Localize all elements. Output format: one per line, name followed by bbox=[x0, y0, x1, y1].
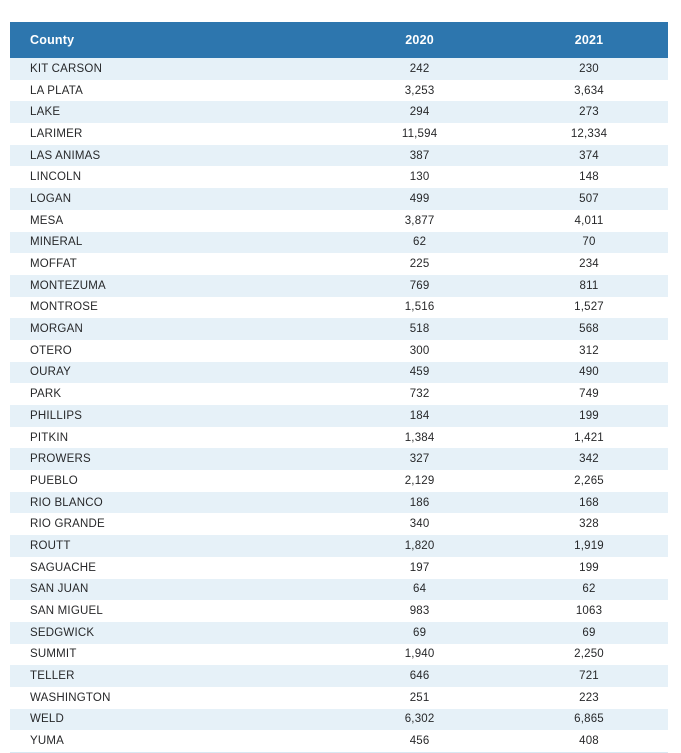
table-body bbox=[10, 58, 668, 752]
column-header-county: County bbox=[30, 33, 75, 47]
value-2021-cell: 2,250 bbox=[574, 648, 604, 661]
county-cell: WASHINGTON bbox=[30, 691, 111, 704]
table-row bbox=[10, 427, 668, 449]
county-cell: SAN MIGUEL bbox=[30, 605, 103, 618]
county-cell: LAS ANIMAS bbox=[30, 149, 101, 162]
table-row bbox=[10, 101, 668, 123]
table-row bbox=[10, 687, 668, 709]
value-2021-cell: 12,334 bbox=[570, 127, 608, 140]
table-row bbox=[10, 188, 668, 210]
county-cell: WELD bbox=[30, 713, 65, 726]
value-2021-cell: 1063 bbox=[575, 605, 603, 618]
county-cell: TELLER bbox=[30, 670, 75, 683]
table-row bbox=[10, 535, 668, 557]
value-2021-cell: 6,865 bbox=[574, 713, 604, 726]
value-2021-cell: 2,265 bbox=[574, 474, 604, 487]
county-cell: MONTEZUMA bbox=[30, 279, 106, 292]
table-row bbox=[10, 275, 668, 297]
county-cell: LA PLATA bbox=[30, 84, 83, 97]
county-cell: SAGUACHE bbox=[30, 561, 97, 574]
value-2021-cell: 507 bbox=[579, 192, 599, 205]
value-2021-cell: 1,919 bbox=[574, 539, 604, 552]
county-cell: LAKE bbox=[30, 106, 61, 119]
table-row bbox=[10, 383, 668, 405]
value-2021-cell: 62 bbox=[582, 583, 596, 596]
county-data-table bbox=[10, 22, 668, 753]
value-2020-cell: 69 bbox=[412, 626, 427, 639]
table-row bbox=[10, 318, 668, 340]
table-row bbox=[10, 730, 668, 752]
table-row bbox=[10, 644, 668, 666]
value-2020-cell: 6,302 bbox=[404, 713, 435, 726]
table-row bbox=[10, 579, 668, 601]
value-2020-cell: 499 bbox=[409, 192, 430, 205]
value-2020-cell: 294 bbox=[409, 106, 430, 119]
county-cell: PARK bbox=[30, 388, 62, 401]
value-2020-cell: 459 bbox=[409, 366, 430, 379]
table-row bbox=[10, 58, 668, 80]
table-row bbox=[10, 123, 668, 145]
value-2020-cell: 732 bbox=[409, 388, 430, 401]
table-row bbox=[10, 448, 668, 470]
value-2020-cell: 1,940 bbox=[404, 648, 435, 661]
value-2021-cell: 3,634 bbox=[574, 84, 604, 97]
value-2020-cell: 983 bbox=[409, 605, 430, 618]
value-2020-cell: 225 bbox=[409, 258, 430, 271]
value-2020-cell: 3,253 bbox=[404, 84, 435, 97]
table-row bbox=[10, 210, 668, 232]
value-2021-cell: 1,527 bbox=[574, 301, 604, 314]
value-2021-cell: 328 bbox=[579, 518, 599, 531]
value-2020-cell: 387 bbox=[409, 149, 430, 162]
county-cell: LINCOLN bbox=[30, 171, 82, 184]
county-cell: PITKIN bbox=[30, 431, 69, 444]
table-row bbox=[10, 145, 668, 167]
value-2020-cell: 1,384 bbox=[404, 431, 435, 444]
county-cell: KIT CARSON bbox=[30, 62, 103, 75]
value-2020-cell: 456 bbox=[409, 735, 430, 748]
value-2020-cell: 242 bbox=[409, 62, 430, 75]
table-row bbox=[10, 557, 668, 579]
county-cell: PHILLIPS bbox=[30, 409, 83, 422]
value-2020-cell: 251 bbox=[409, 691, 430, 704]
value-2020-cell: 130 bbox=[409, 171, 430, 184]
county-cell: OTERO bbox=[30, 344, 72, 357]
table-row bbox=[10, 166, 668, 188]
county-cell: RIO GRANDE bbox=[30, 518, 105, 531]
county-cell: PROWERS bbox=[30, 453, 91, 466]
county-cell: OURAY bbox=[30, 366, 72, 379]
value-2021-cell: 342 bbox=[579, 453, 599, 466]
county-cell: LARIMER bbox=[30, 127, 83, 140]
value-2020-cell: 518 bbox=[409, 323, 430, 336]
value-2020-cell: 1,820 bbox=[404, 539, 435, 552]
value-2020-cell: 11,594 bbox=[401, 127, 438, 140]
county-cell: ROUTT bbox=[30, 539, 71, 552]
value-2021-cell: 168 bbox=[579, 496, 599, 509]
value-2021-cell: 4,011 bbox=[574, 214, 604, 227]
column-header-2021: 2021 bbox=[574, 33, 604, 47]
county-cell: SAN JUAN bbox=[30, 583, 89, 596]
value-2020-cell: 340 bbox=[409, 518, 430, 531]
table-row bbox=[10, 513, 668, 535]
value-2021-cell: 1,421 bbox=[574, 431, 604, 444]
county-cell: RIO BLANCO bbox=[30, 496, 103, 509]
table-row bbox=[10, 470, 668, 492]
value-2021-cell: 69 bbox=[582, 626, 596, 639]
county-cell: SEDGWICK bbox=[30, 626, 95, 639]
table-header-row bbox=[10, 22, 668, 58]
table-row bbox=[10, 665, 668, 687]
value-2021-cell: 490 bbox=[579, 366, 599, 379]
table-row bbox=[10, 492, 668, 514]
value-2021-cell: 408 bbox=[579, 735, 599, 748]
table-row bbox=[10, 405, 668, 427]
county-cell: SUMMIT bbox=[30, 648, 77, 661]
table-row bbox=[10, 362, 668, 384]
county-cell: YUMA bbox=[30, 735, 65, 748]
value-2020-cell: 646 bbox=[409, 670, 430, 683]
value-2021-cell: 230 bbox=[579, 62, 599, 75]
county-cell: MESA bbox=[30, 214, 64, 227]
value-2021-cell: 374 bbox=[579, 149, 599, 162]
column-header-2020: 2020 bbox=[405, 33, 434, 47]
value-2021-cell: 273 bbox=[579, 106, 599, 119]
value-2021-cell: 721 bbox=[579, 670, 599, 683]
county-cell: PUEBLO bbox=[30, 474, 78, 487]
table-row bbox=[10, 600, 668, 622]
county-cell: LOGAN bbox=[30, 192, 72, 205]
value-2020-cell: 2,129 bbox=[404, 474, 435, 487]
value-2021-cell: 70 bbox=[582, 236, 596, 249]
county-cell: MORGAN bbox=[30, 323, 83, 336]
value-2021-cell: 199 bbox=[579, 561, 599, 574]
county-cell: MOFFAT bbox=[30, 258, 77, 271]
value-2020-cell: 327 bbox=[409, 453, 430, 466]
value-2020-cell: 769 bbox=[409, 279, 430, 292]
table-row bbox=[10, 709, 668, 731]
table-row bbox=[10, 340, 668, 362]
county-cell: MINERAL bbox=[30, 236, 83, 249]
value-2020-cell: 186 bbox=[409, 496, 430, 509]
value-2021-cell: 811 bbox=[579, 279, 599, 292]
value-2020-cell: 197 bbox=[409, 561, 430, 574]
value-2020-cell: 300 bbox=[409, 344, 430, 357]
table-row bbox=[10, 80, 668, 102]
value-2021-cell: 568 bbox=[579, 323, 599, 336]
value-2021-cell: 148 bbox=[579, 171, 599, 184]
value-2020-cell: 184 bbox=[409, 409, 430, 422]
value-2020-cell: 3,877 bbox=[404, 214, 435, 227]
value-2020-cell: 1,516 bbox=[404, 301, 435, 314]
county-cell: MONTROSE bbox=[30, 301, 99, 314]
value-2021-cell: 199 bbox=[579, 409, 599, 422]
value-2021-cell: 223 bbox=[579, 691, 599, 704]
value-2021-cell: 312 bbox=[579, 344, 599, 357]
value-2021-cell: 749 bbox=[579, 388, 599, 401]
table-row bbox=[10, 253, 668, 275]
value-2020-cell: 64 bbox=[412, 583, 427, 596]
table-row bbox=[10, 232, 668, 254]
table-row bbox=[10, 622, 668, 644]
value-2020-cell: 62 bbox=[412, 236, 427, 249]
table-row bbox=[10, 297, 668, 319]
value-2021-cell: 234 bbox=[579, 258, 599, 271]
